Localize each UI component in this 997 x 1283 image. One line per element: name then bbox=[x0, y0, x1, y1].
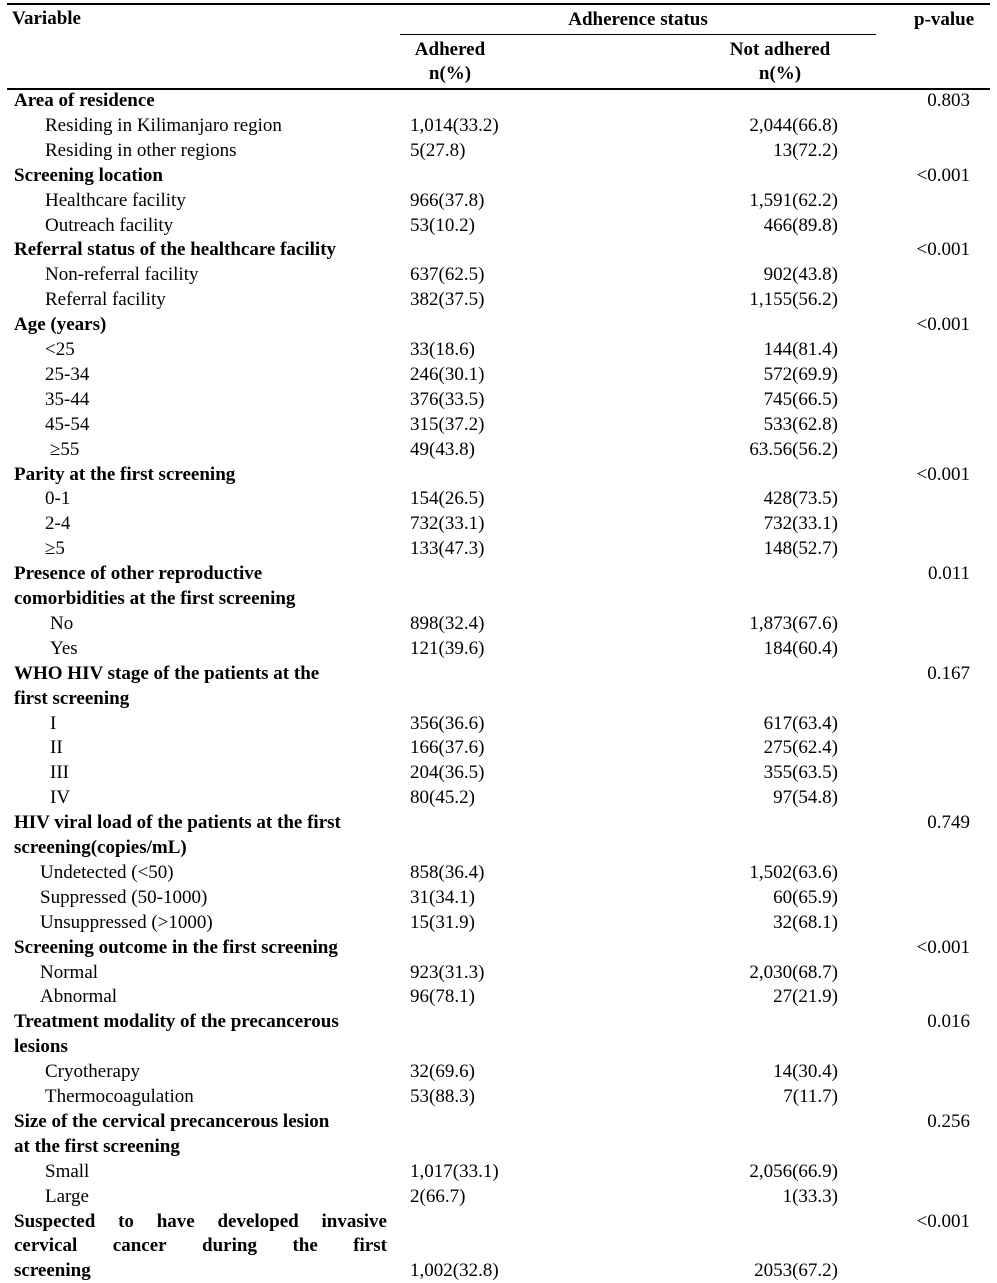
not-adhered-cell: 97(54.8) bbox=[773, 787, 838, 809]
category-label: Referral status of the healthcare facility bbox=[14, 239, 337, 261]
not-adhered-cell: 428(73.5) bbox=[763, 488, 838, 510]
adhered-cell: 49(43.8) bbox=[410, 438, 475, 460]
category-label: Size of the cervical precancerous lesion bbox=[14, 1110, 330, 1132]
table-row bbox=[0, 437, 997, 462]
p-value-cell: 0.803 bbox=[927, 90, 970, 111]
adhered-cell: 1,002(32.8) bbox=[410, 1260, 499, 1282]
not-adhered-cell: 533(62.8) bbox=[763, 413, 838, 435]
label-word: have bbox=[156, 1210, 195, 1232]
table-category-row bbox=[0, 561, 997, 586]
p-value-cell: <0.001 bbox=[916, 164, 970, 186]
category-label: comorbidities at the first screening bbox=[14, 588, 296, 609]
adhered-cell: 898(32.4) bbox=[410, 612, 485, 634]
label-word: developed bbox=[217, 1210, 299, 1232]
table-category-row bbox=[0, 312, 997, 337]
table-row bbox=[0, 885, 997, 910]
category-label: HIV viral load of the patients at the first bbox=[14, 812, 341, 834]
category-label: Parity at the first screening bbox=[14, 463, 236, 485]
not-adhered-cell: 745(66.5) bbox=[763, 388, 838, 410]
variable-label: Outreach facility bbox=[45, 214, 174, 236]
table-category-row bbox=[0, 88, 997, 113]
adhered-cell: 2(66.7) bbox=[410, 1185, 466, 1207]
category-label: lesions bbox=[14, 1036, 68, 1058]
adhered-cell: 32(69.6) bbox=[410, 1061, 475, 1083]
adhered-cell: 858(36.4) bbox=[410, 861, 485, 883]
table-row bbox=[0, 760, 997, 785]
category-label: first screening bbox=[14, 687, 130, 709]
table-row bbox=[0, 1159, 997, 1184]
not-adhered-cell: 1,873(67.6) bbox=[749, 612, 838, 634]
category-label: WHO HIV stage of the patients at the bbox=[14, 662, 320, 684]
p-value-cell: <0.001 bbox=[916, 314, 970, 336]
adhered-cell: 53(10.2) bbox=[410, 214, 475, 236]
table-row bbox=[0, 735, 997, 760]
adhered-column-header: Adhered bbox=[414, 39, 486, 60]
adhered-cell: 1,014(33.2) bbox=[410, 114, 499, 136]
table-row bbox=[0, 287, 997, 312]
adhered-cell: 15(31.9) bbox=[410, 911, 475, 933]
adhered-cell: 96(78.1) bbox=[410, 986, 475, 1008]
adhered-cell: 133(47.3) bbox=[410, 538, 485, 560]
adhered-cell: 732(33.1) bbox=[410, 513, 485, 535]
table-category-row bbox=[0, 1109, 997, 1134]
table-row bbox=[0, 362, 997, 387]
p-value-column-header: p-value bbox=[914, 9, 975, 30]
table-row bbox=[0, 536, 997, 561]
category-label: Area of residence bbox=[14, 90, 155, 111]
table-row bbox=[0, 486, 997, 511]
category-label: Presence of other reproductive bbox=[14, 563, 263, 585]
label-word: cervical bbox=[14, 1235, 78, 1257]
variable-label: No bbox=[50, 612, 74, 634]
not-adhered-cell: 275(62.4) bbox=[763, 737, 838, 759]
table-category-row bbox=[0, 462, 997, 487]
adhered-cell: 31(34.1) bbox=[410, 886, 475, 908]
not-adhered-cell: 2,044(66.8) bbox=[749, 114, 838, 136]
table-category-row bbox=[0, 237, 997, 262]
adhered-cell: 121(39.6) bbox=[410, 637, 485, 659]
label-word: Suspected bbox=[14, 1210, 96, 1232]
p-value-cell: 0.011 bbox=[927, 563, 970, 585]
label-word: the bbox=[292, 1235, 318, 1257]
adhered-cell: 33(18.6) bbox=[410, 339, 475, 360]
not-adhered-cell: 1,155(56.2) bbox=[749, 289, 838, 311]
variable-label: 35-44 bbox=[45, 388, 90, 410]
variable-label: IV bbox=[50, 787, 71, 809]
not-adhered-cell: 466(89.8) bbox=[763, 214, 838, 236]
category-label: screening bbox=[14, 1260, 91, 1282]
variable-label: Yes bbox=[50, 637, 78, 659]
category-label bbox=[14, 1209, 387, 1234]
variable-label: Non-referral facility bbox=[45, 264, 199, 286]
table-row bbox=[0, 984, 997, 1009]
variable-column-header: Variable bbox=[12, 8, 81, 29]
not-adhered-cell: 617(63.4) bbox=[763, 712, 838, 734]
table-row bbox=[0, 636, 997, 661]
label-word: to bbox=[118, 1210, 134, 1232]
adhered-cell: 315(37.2) bbox=[410, 413, 485, 435]
variable-label: Abnormal bbox=[40, 986, 118, 1008]
variable-label: Normal bbox=[40, 961, 99, 983]
variable-label: Suppressed (50-1000) bbox=[40, 886, 208, 908]
variable-label: II bbox=[50, 737, 63, 759]
not-adhered-cell: 148(52.7) bbox=[763, 538, 838, 560]
table-category-row bbox=[0, 1209, 997, 1234]
table-row bbox=[0, 138, 997, 163]
adhered-cell: 923(31.3) bbox=[410, 961, 485, 983]
variable-label: Small bbox=[45, 1160, 90, 1182]
adhered-cell: 80(45.2) bbox=[410, 787, 475, 809]
variable-label: Healthcare facility bbox=[45, 189, 186, 211]
not-adhered-cell: 1(33.3) bbox=[782, 1185, 838, 1207]
p-value-cell: 0.256 bbox=[927, 1110, 970, 1132]
adhered-cell: 246(30.1) bbox=[410, 363, 485, 385]
adherence-status-rule bbox=[400, 34, 876, 35]
table-row bbox=[0, 511, 997, 536]
variable-label: 0-1 bbox=[45, 488, 71, 510]
variable-label: 25-34 bbox=[45, 363, 90, 385]
adhered-unit-label: n(%) bbox=[428, 63, 472, 84]
variable-label: Referral facility bbox=[45, 289, 166, 311]
table-category-row bbox=[0, 586, 997, 611]
variable-label: Residing in Kilimanjaro region bbox=[45, 114, 282, 136]
variable-label: <25 bbox=[45, 339, 75, 360]
not-adhered-cell: 2,030(68.7) bbox=[749, 961, 838, 983]
variable-label: Residing in other regions bbox=[45, 139, 237, 161]
not-adhered-cell: 14(30.4) bbox=[773, 1061, 838, 1083]
table-row bbox=[0, 785, 997, 810]
table-row bbox=[0, 412, 997, 437]
not-adhered-cell: 732(33.1) bbox=[763, 513, 838, 535]
table-category-row bbox=[0, 935, 997, 960]
not-adhered-cell: 1,591(62.2) bbox=[749, 189, 838, 211]
not-adhered-cell: 32(68.1) bbox=[773, 911, 838, 933]
table-category-row bbox=[0, 835, 997, 860]
table-row bbox=[0, 1059, 997, 1084]
variable-label: Unsuppressed (>1000) bbox=[40, 911, 213, 933]
category-label: Treatment modality of the precancerous bbox=[14, 1011, 339, 1033]
adhered-cell: 376(33.5) bbox=[410, 388, 485, 410]
not-adhered-cell: 572(69.9) bbox=[763, 363, 838, 385]
not-adhered-cell: 2,056(66.9) bbox=[749, 1160, 838, 1182]
not-adhered-cell: 2053(67.2) bbox=[754, 1260, 838, 1282]
table-category-row bbox=[0, 810, 997, 835]
variable-label: Cryotherapy bbox=[45, 1061, 140, 1083]
variable-label: III bbox=[50, 762, 69, 784]
table-row bbox=[0, 262, 997, 287]
not-adhered-cell: 27(21.9) bbox=[773, 986, 838, 1008]
adhered-cell: 637(62.5) bbox=[410, 264, 485, 286]
variable-label: I bbox=[50, 712, 57, 734]
variable-label: ≥55 bbox=[50, 438, 80, 460]
table-row bbox=[0, 860, 997, 885]
table-row bbox=[0, 1184, 997, 1209]
p-value-cell: <0.001 bbox=[916, 1210, 970, 1232]
adhered-cell: 382(37.5) bbox=[410, 289, 485, 311]
adhered-cell: 53(88.3) bbox=[410, 1086, 475, 1107]
variable-label: ≥5 bbox=[45, 538, 65, 560]
variable-label: Large bbox=[45, 1185, 89, 1207]
not-adhered-cell: 60(65.9) bbox=[773, 886, 838, 908]
not-adhered-column-header: Not adhered bbox=[729, 39, 831, 60]
table-category-row bbox=[0, 1258, 997, 1283]
not-adhered-cell: 355(63.5) bbox=[763, 762, 838, 784]
table-category-row bbox=[0, 1233, 997, 1258]
table-top-rule bbox=[7, 3, 990, 5]
not-adhered-cell: 902(43.8) bbox=[763, 264, 838, 286]
category-label: Screening location bbox=[14, 164, 164, 186]
category-label: Age (years) bbox=[14, 314, 107, 336]
variable-label: 45-54 bbox=[45, 413, 90, 435]
table-category-row bbox=[0, 1009, 997, 1034]
table-category-row bbox=[0, 661, 997, 686]
p-value-cell: 0.749 bbox=[927, 812, 970, 834]
p-value-cell: <0.001 bbox=[916, 936, 970, 958]
variable-label: Undetected (<50) bbox=[40, 861, 174, 883]
not-adhered-unit-label: n(%) bbox=[758, 63, 802, 84]
not-adhered-cell: 13(72.2) bbox=[773, 139, 838, 161]
p-value-cell: 0.016 bbox=[927, 1011, 970, 1033]
label-word: invasive bbox=[321, 1210, 387, 1232]
p-value-cell: 0.167 bbox=[927, 662, 970, 684]
p-value-cell: <0.001 bbox=[916, 463, 970, 485]
table-row bbox=[0, 188, 997, 213]
adhered-cell: 154(26.5) bbox=[410, 488, 485, 510]
table-row bbox=[0, 1084, 997, 1109]
adhered-cell: 356(36.6) bbox=[410, 712, 485, 734]
table-category-row bbox=[0, 1134, 997, 1159]
label-word: cancer bbox=[112, 1235, 167, 1257]
adhered-cell: 1,017(33.1) bbox=[410, 1160, 499, 1182]
table-row bbox=[0, 113, 997, 138]
table-category-row bbox=[0, 686, 997, 711]
category-label: screening(copies/mL) bbox=[14, 837, 187, 858]
adhered-cell: 166(37.6) bbox=[410, 737, 485, 759]
adhered-cell: 966(37.8) bbox=[410, 189, 485, 211]
table-row bbox=[0, 337, 997, 362]
table-row bbox=[0, 910, 997, 935]
table-category-row bbox=[0, 1034, 997, 1059]
category-label bbox=[14, 1233, 387, 1258]
variable-label: Thermocoagulation bbox=[45, 1086, 194, 1107]
table-row bbox=[0, 387, 997, 412]
table-row bbox=[0, 213, 997, 238]
adhered-cell: 5(27.8) bbox=[410, 139, 466, 161]
label-word: during bbox=[202, 1235, 257, 1257]
p-value-cell: <0.001 bbox=[916, 239, 970, 261]
table-row bbox=[0, 960, 997, 985]
not-adhered-cell: 144(81.4) bbox=[763, 339, 838, 360]
not-adhered-cell: 63.56(56.2) bbox=[749, 438, 838, 460]
not-adhered-cell: 7(11.7) bbox=[783, 1086, 838, 1107]
not-adhered-cell: 1,502(63.6) bbox=[749, 861, 838, 883]
variable-label: 2-4 bbox=[45, 513, 71, 535]
table-row bbox=[0, 711, 997, 736]
adhered-cell: 204(36.5) bbox=[410, 762, 485, 784]
category-label: Screening outcome in the first screening bbox=[14, 936, 338, 958]
label-word: first bbox=[353, 1235, 387, 1257]
not-adhered-cell: 184(60.4) bbox=[763, 637, 838, 659]
adherence-status-header: Adherence status bbox=[568, 9, 708, 30]
table-category-row bbox=[0, 163, 997, 188]
category-label: at the first screening bbox=[14, 1135, 180, 1157]
table-row bbox=[0, 611, 997, 636]
